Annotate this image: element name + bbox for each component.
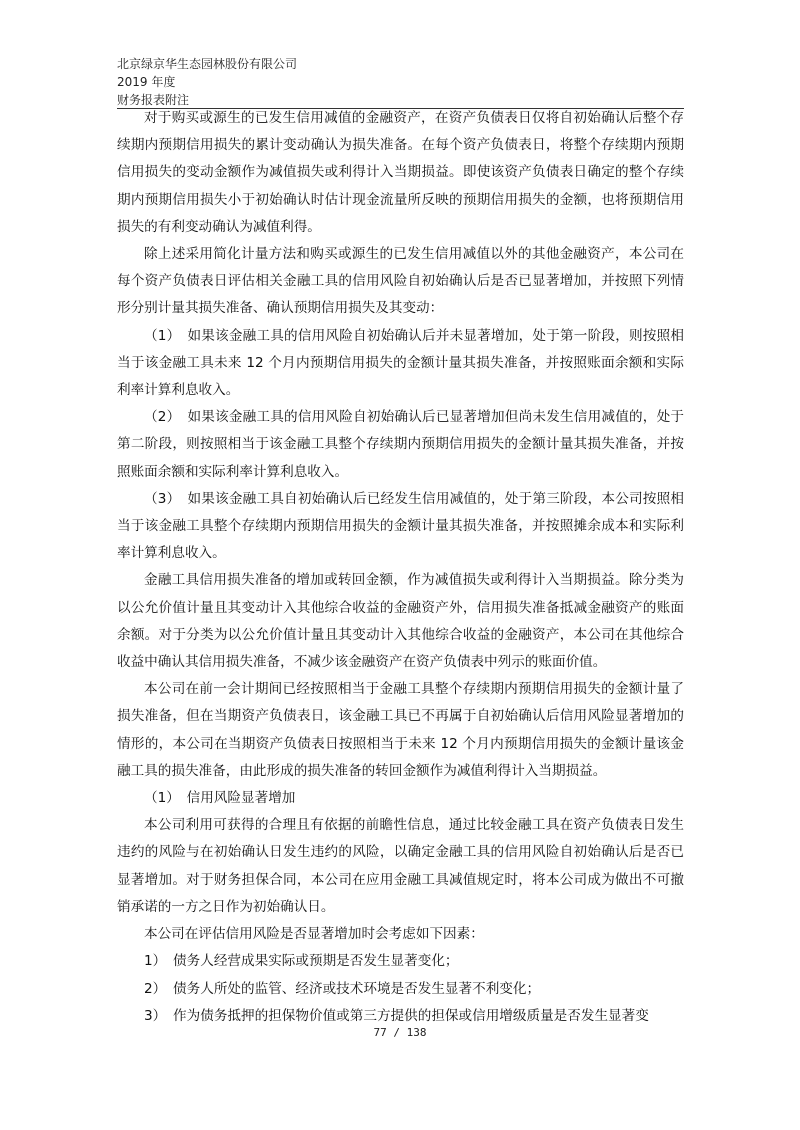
company-name: 北京绿京华生态园林股份有限公司 <box>117 57 298 71</box>
paragraph: 本公司在前一会计期间已经按照相当于金融工具整个存续期内预期信用损失的金额计量了损失准备，但在当期资产负债表日，该金融工具已不再属于自初始确认后信用风险显著增加的情形的，本公司在当期资产负债表日按照相当于未来 12 个月内预期信用损失的金额计量该金融工具的损失准备，由此形成的损失准备的转回金额作为减值利得计入当期损益。 <box>117 681 684 779</box>
paragraph: 本公司在评估信用风险是否显著增加时会考虑如下因素： <box>144 926 484 943</box>
section-title: 财务报表附注 <box>117 93 190 107</box>
subheading: （1） 信用风险显著增加 <box>144 790 296 807</box>
list-item: （2） 如果该金融工具的信用风险自初始确认后已显著增加但尚未发生信用减值的，处于第二阶段，则按照相当于该金融工具整个存续期内预期信用损失的金额计量其损失准备，并按照账面余额和实际利率计算利息收入。 <box>117 409 684 480</box>
page-header <box>117 55 297 109</box>
paragraph: 对于购买或源生的已发生信用减值的金融资产，在资产负债表日仅将自初始确认后整个存续期内预期信用损失的累计变动确认为损失准备。在每个资产负债表日，将整个存续期内预期信用损失的变动金额作为减值损失或利得计入当期损益。即使该资产负债表日确定的整个存续期内预期信用损失小于初始确认时估计现金流量所反映的预期信用损失的金额，也将预期信用损失的有利变动确认为减值利得。 <box>117 110 684 235</box>
report-year: 2019 年度 <box>117 75 176 89</box>
list-item: 1） 债务人经营成果实际或预期是否发生显著变化； <box>144 953 459 970</box>
document-body <box>117 105 684 1030</box>
list-item: 2） 债务人所处的监管、经济或技术环境是否发生显著不利变化； <box>144 980 541 997</box>
list-item: （3） 如果该金融工具自初始确认后已经发生信用减值的，处于第三阶段，本公司按照相当于该金融工具整个存续期内预期信用损失的金额计量其损失准备，并按照摊余成本和实际利率计算利息收入。 <box>117 490 684 562</box>
paragraph: 除上述采用简化计量方法和购买或源生的已发生信用减值以外的其他金融资产，本公司在每个资产负债表日评估相关金融工具的信用风险自初始确认后是否已显著增加，并按照下列情形分别计量其损失准备、确认预期信用损失及其变动： <box>117 246 684 317</box>
list-item: （1） 如果该金融工具的信用风险自初始确认后并未显著增加，处于第一阶段，则按照相当于该金融工具未来 12 个月内预期信用损失的金额计量其损失准备，并按照账面余额和实际利率计算利息收入。 <box>117 327 684 399</box>
paragraph: 本公司利用可获得的合理且有依据的前瞻性信息，通过比较金融工具在资产负债表日发生违约的风险与在初始确认日发生违约的风险，以确定金融工具的信用风险自初始确认后是否已显著增加。对于财务担保合同，本公司在应用金融工具减值规定时，将本公司成为做出不可撤销承诺的一方之日作为初始确认日。 <box>117 817 684 915</box>
paragraph: 金融工具信用损失准备的增加或转回金额，作为减值损失或利得计入当期损益。除分类为以公允价值计量且其变动计入其他综合收益的金融资产外，信用损失准备抵减金融资产的账面余额。对于分类为以公允价值计量且其变动计入其他综合收益的金融资产，本公司在其他综合收益中确认其信用损失准备，不减少该金融资产在资产负债表中列示的账面价值。 <box>117 572 684 671</box>
list-item: 3） 作为债务抵押的担保物价值或第三方提供的担保或信用增级质量是否发生显著变 <box>144 1007 649 1024</box>
page-number: 77 / 138 <box>373 1026 427 1039</box>
